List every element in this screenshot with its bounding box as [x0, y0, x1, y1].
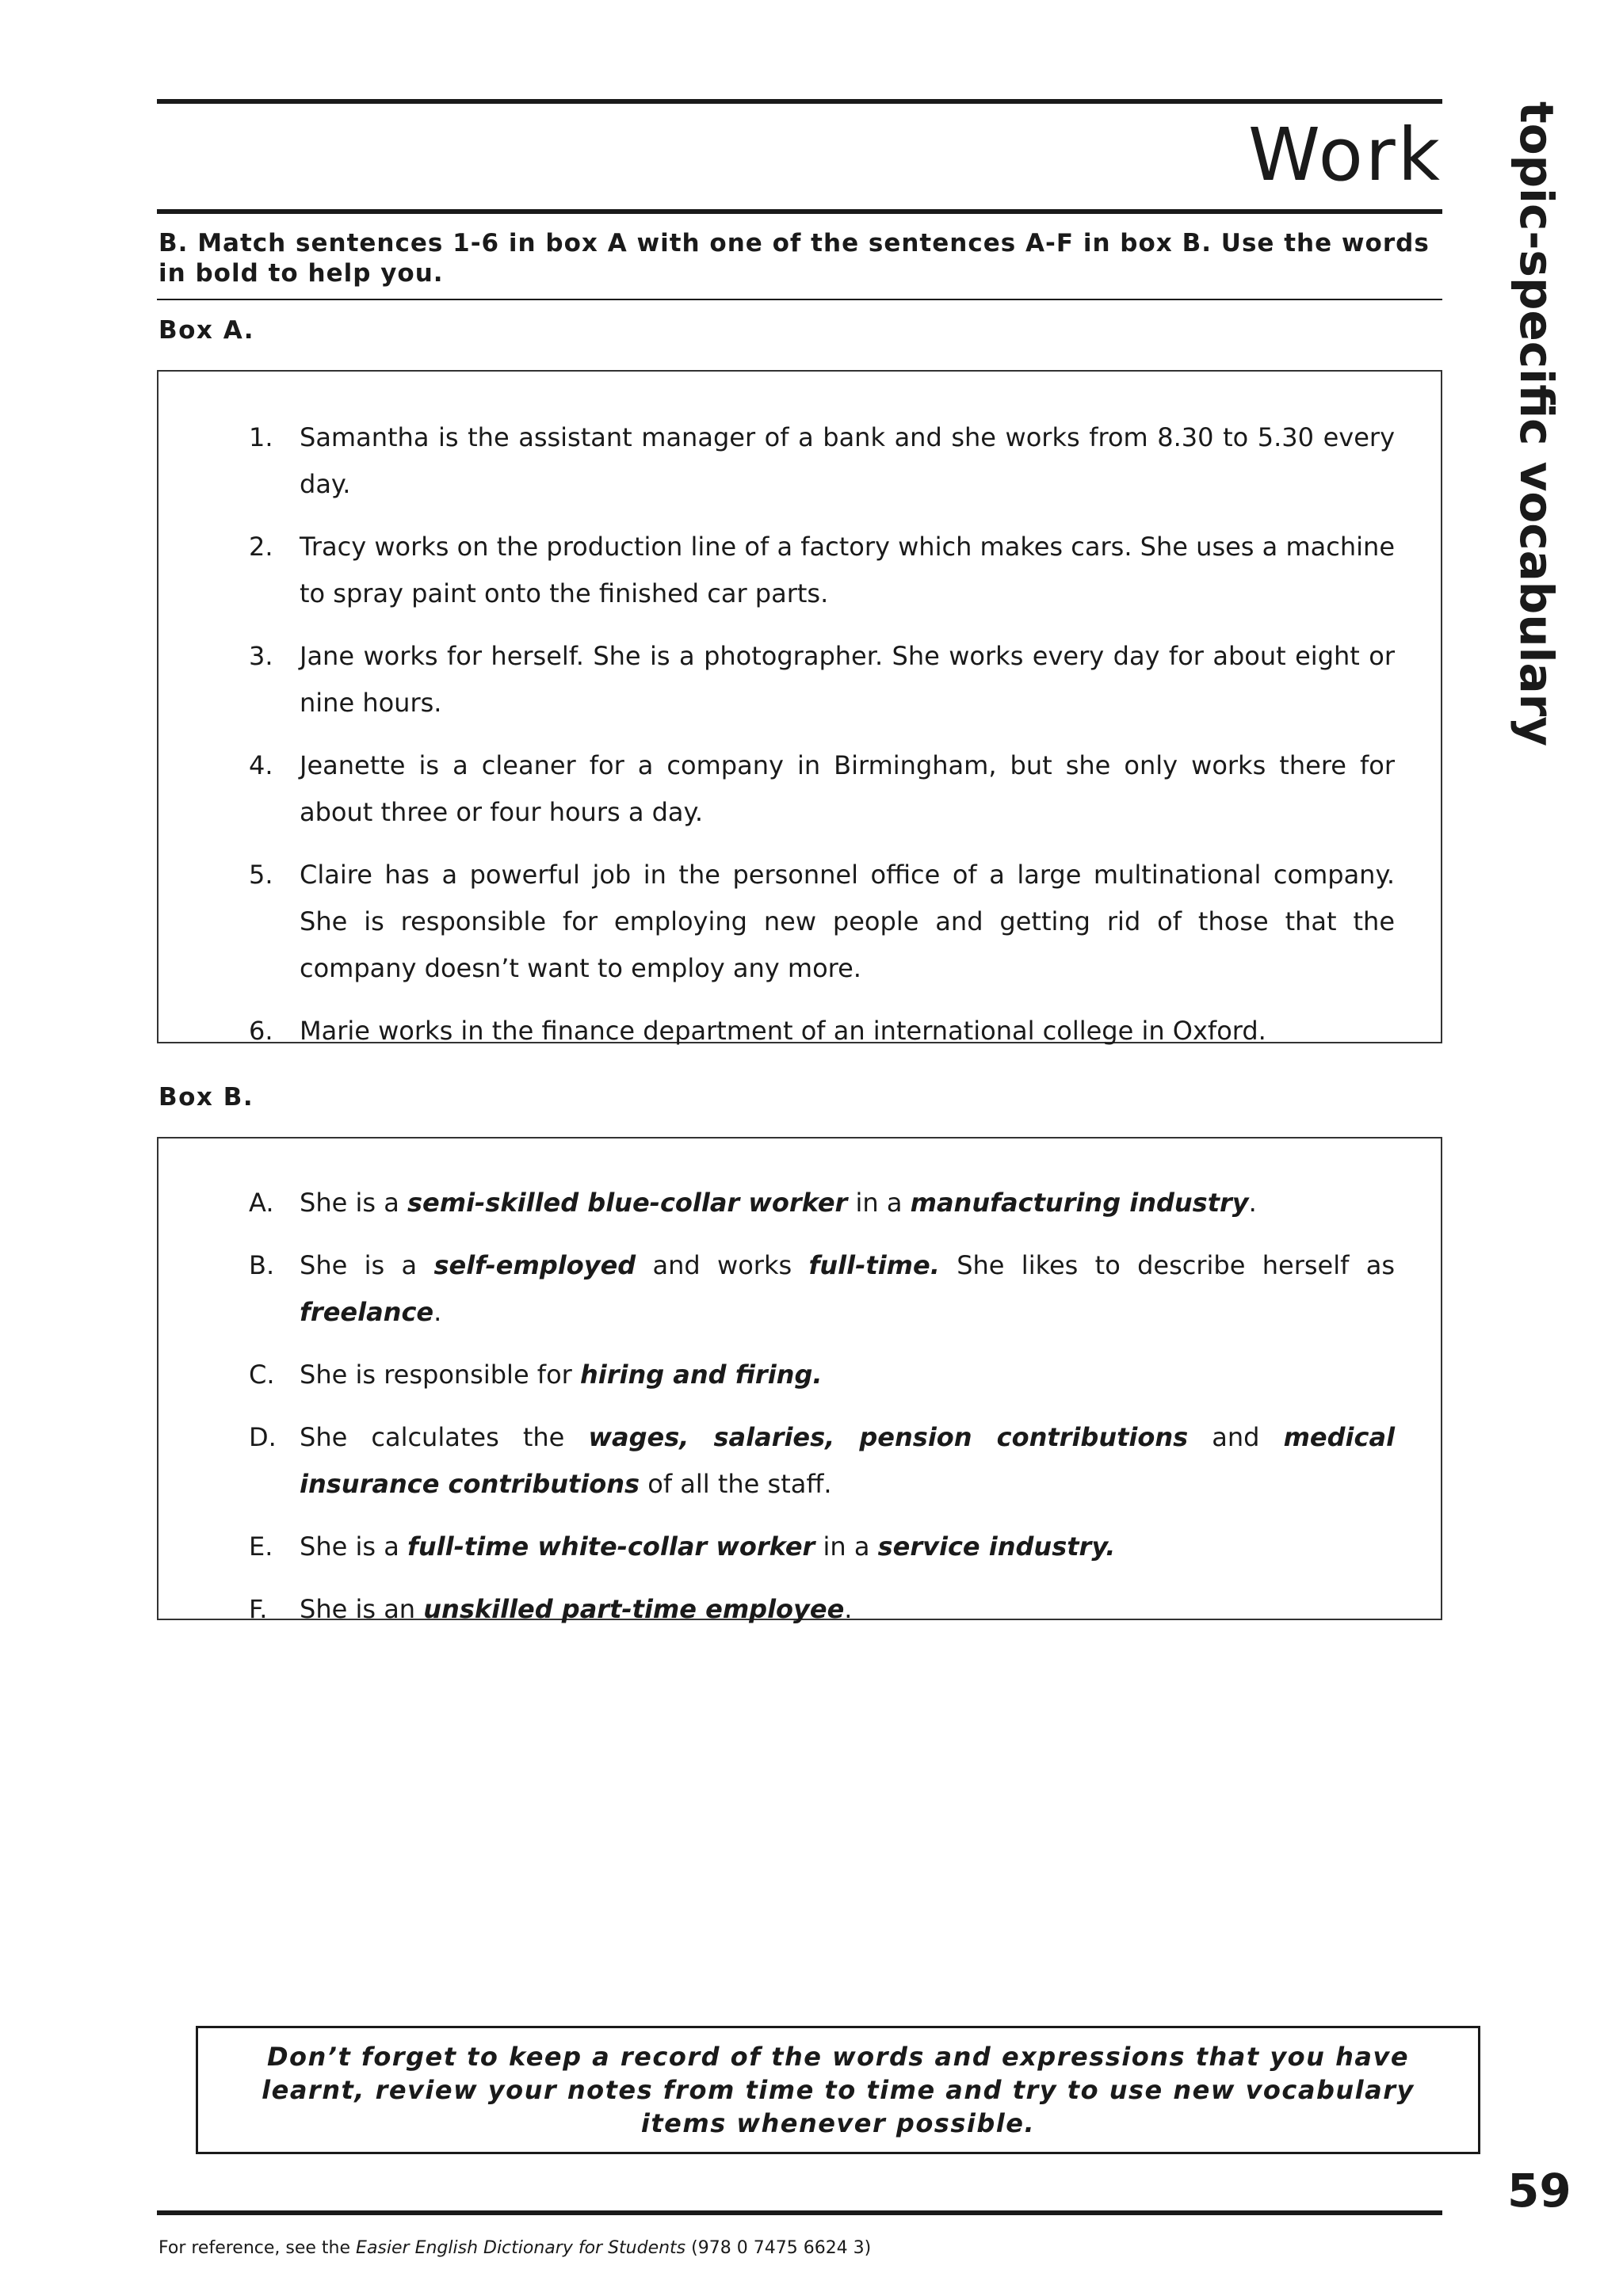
box-b-item	[204, 1180, 1395, 1226]
footer-reference	[158, 2238, 871, 2258]
box-b-item	[204, 1352, 1395, 1398]
box-b-item	[204, 1414, 1395, 1508]
item-marker: B.	[249, 1250, 275, 1280]
item-text	[300, 750, 1395, 827]
text-segment: Jeanette is a cleaner for a company in Birmingham, but she only works there for about three or four hours a day.	[300, 750, 1395, 827]
bold-term: semi-skilled blue-collar worker	[407, 1188, 848, 1218]
bold-term: freelance	[300, 1297, 434, 1327]
bold-term: medical insurance contributions	[300, 1422, 1396, 1499]
text-segment: She is an	[300, 1594, 424, 1624]
item-marker: 3.	[249, 641, 273, 671]
box-a-item	[204, 633, 1395, 727]
top-rule	[157, 99, 1442, 104]
footer-isbn: (978 0 7475 6624 3)	[691, 2238, 872, 2258]
box-a-item	[204, 414, 1395, 508]
bold-term: service industry.	[877, 1531, 1116, 1562]
item-marker: 6.	[249, 1016, 273, 1046]
text-segment: Jane works for herself. She is a photographer. She works every day for about eight or nine hours.	[300, 641, 1395, 718]
exercise-instructions: B. Match sentences 1-6 in box A with one of the sentences A-F in box B. Use the words in bold to help you.	[158, 229, 1430, 288]
text-segment: She is a	[300, 1531, 407, 1562]
item-text	[300, 1360, 823, 1390]
bold-term: self-employed	[433, 1250, 636, 1280]
item-text	[300, 532, 1395, 608]
box-b-list	[204, 1180, 1395, 1649]
item-marker: D.	[249, 1422, 277, 1452]
box-a-item	[204, 852, 1395, 992]
text-segment: and works	[636, 1250, 809, 1280]
box-b	[157, 1137, 1442, 1624]
page-title: Work	[1248, 113, 1442, 197]
box-b-heading: Box B.	[158, 1083, 254, 1112]
text-segment: She is a	[300, 1250, 434, 1280]
text-segment: Tracy works on the production line of a factory which makes cars. She uses a machine to spray paint onto the finished car parts.	[300, 532, 1395, 608]
text-segment: She is responsible for	[300, 1360, 580, 1390]
item-text	[300, 1531, 1115, 1562]
side-section-label: topic-specific vocabulary	[1510, 101, 1564, 747]
item-text	[300, 1422, 1395, 1499]
text-segment: Claire has a powerful job in the personnel office of a large multinational company. She is responsible for employing new people and getting rid of those that the company doesn’t want to employ any more.	[300, 860, 1395, 983]
item-marker: 2.	[249, 532, 273, 562]
footer-prefix: For reference, see the	[158, 2238, 351, 2258]
bold-term: unskilled part-time employee	[423, 1594, 845, 1624]
text-segment: Samantha is the assistant manager of a bank and she works from 8.30 to 5.30 every day.	[300, 422, 1395, 499]
bold-term: manufacturing industry	[910, 1188, 1249, 1218]
box-a-heading: Box A.	[158, 316, 255, 345]
item-marker: 4.	[249, 750, 273, 780]
text-segment: She likes to describe herself as	[939, 1250, 1395, 1280]
text-segment: in a	[847, 1188, 911, 1218]
footer-book-title: Easier English Dictionary for Students	[356, 2238, 686, 2258]
text-segment: .	[1248, 1188, 1257, 1218]
bold-term: full-time.	[808, 1250, 940, 1280]
bottom-rule	[157, 2210, 1442, 2215]
item-text	[300, 422, 1395, 499]
box-b-item	[204, 1524, 1395, 1570]
item-text	[300, 860, 1395, 983]
text-segment: .	[433, 1297, 442, 1327]
box-a-item	[204, 524, 1395, 617]
box-a-list	[204, 414, 1395, 1070]
instructions-rule	[157, 299, 1442, 300]
item-marker: 1.	[249, 422, 273, 452]
box-a-item	[204, 742, 1395, 836]
item-text	[300, 1188, 1257, 1218]
text-segment: She is a	[300, 1188, 407, 1218]
title-rule	[157, 209, 1442, 214]
bold-term: hiring and firing.	[579, 1360, 823, 1390]
item-marker: F.	[249, 1594, 268, 1624]
page-number: 59	[1507, 2164, 1571, 2218]
reminder-note: Don’t forget to keep a record of the words and expressions that you have learnt, review your notes from time to time and try to use new vocabulary items whenever possible.	[196, 2026, 1480, 2154]
text-segment: Marie works in the finance department of an international college in Oxford.	[300, 1016, 1266, 1046]
item-marker: C.	[249, 1360, 275, 1390]
box-a-item	[204, 1008, 1395, 1055]
bold-term: full-time white-collar worker	[407, 1531, 815, 1562]
item-marker: 5.	[249, 860, 273, 890]
bold-term: wages, salaries, pension contributions	[588, 1422, 1189, 1452]
text-segment: .	[844, 1594, 853, 1624]
item-marker: A.	[249, 1188, 274, 1218]
text-segment: in a	[815, 1531, 878, 1562]
item-marker: E.	[249, 1531, 273, 1562]
item-text	[300, 1250, 1395, 1327]
text-segment: She calculates the	[300, 1422, 589, 1452]
item-text	[300, 1594, 852, 1624]
box-b-item	[204, 1586, 1395, 1633]
text-segment: of all the staff.	[640, 1469, 832, 1499]
text-segment: and	[1188, 1422, 1284, 1452]
box-a	[157, 370, 1442, 1046]
box-b-item	[204, 1242, 1395, 1336]
item-text	[300, 1016, 1266, 1046]
item-text	[300, 641, 1395, 718]
